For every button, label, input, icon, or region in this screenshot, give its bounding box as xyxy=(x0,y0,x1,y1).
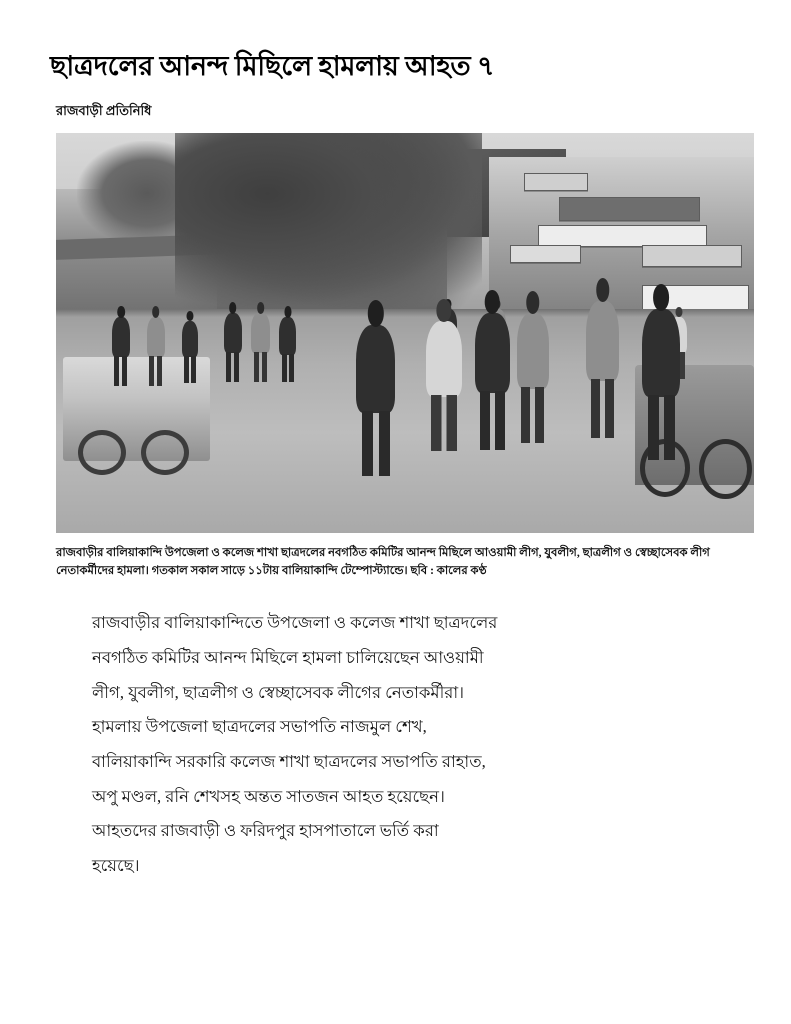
page-title: ছাত্রদলের আনন্দ মিছিলে হামলায় আহত ৭ xyxy=(50,51,495,81)
body-line: হয়েছে। xyxy=(92,855,140,875)
photo-person xyxy=(182,321,199,357)
body-line: বালিয়াকান্দি সরকারি কলেজ শাখা ছাত্রদলের সভাপতি রাহাত, xyxy=(92,751,486,771)
photo-person-foreground xyxy=(517,313,549,389)
photo-signboard xyxy=(559,197,701,221)
article-body xyxy=(92,606,732,883)
photo-person-foreground xyxy=(426,321,462,397)
photo-signboard xyxy=(524,173,589,191)
body-line: নবগঠিত কমিটির আনন্দ মিছিলে হামলা চালিয়েছেন আওয়ামী xyxy=(92,648,484,668)
photo-caption: রাজবাড়ীর বালিয়াকান্দি উপজেলা ও কলেজ শাখা ছাত্রদলের নবগঠিত কমিটির আনন্দ মিছিলে আওয়ামী লীগ, যুবলীগ, ছাত্রলীগ ও স্বেচ্ছাসেবক লীগ নেতাকর্মীদের হামলা। গতকাল সকাল সাড়ে ১১টায় বালিয়াকান্দি টেম্পোস্ট্যান্ডে। ছবি : কালের কণ্ঠ xyxy=(56,546,710,577)
article-photo xyxy=(56,133,754,533)
body-line: লীগ, যুবলীগ, ছাত্রলীগ ও স্বেচ্ছাসেবক লীগের নেতাকর্মীরা। xyxy=(92,682,465,702)
photo-person xyxy=(279,317,296,355)
photo-person xyxy=(147,317,165,357)
photo-signboard xyxy=(538,225,708,247)
photo-person xyxy=(251,313,269,353)
photo-signboard xyxy=(642,245,742,267)
photo-person xyxy=(224,313,242,353)
photo-person-foreground xyxy=(356,325,395,413)
byline: রাজবাড়ী প্রতিনিধি xyxy=(56,102,152,118)
photo-person-foreground xyxy=(642,309,680,397)
body-line: হামলায় উপজেলা ছাত্রদলের সভাপতি নাজমুল শেখ, xyxy=(92,717,427,737)
body-line: রাজবাড়ীর বালিয়াকান্দিতে উপজেলা ও কলেজ শাখা ছাত্রদলের xyxy=(92,613,498,633)
photo-person xyxy=(112,317,130,357)
photo-signboard xyxy=(510,245,582,263)
photo-person-foreground xyxy=(475,313,510,393)
body-line: অপু মণ্ডল, রনি শেখসহ অন্তত সাতজন আহত হয়েছেন। xyxy=(92,786,445,806)
photo-scene xyxy=(56,133,754,533)
photo-person-foreground xyxy=(586,301,618,381)
photo-tree xyxy=(175,133,482,309)
body-line: আহতদের রাজবাড়ী ও ফরিদপুর হাসপাতালে ভর্তি করা xyxy=(92,821,439,841)
